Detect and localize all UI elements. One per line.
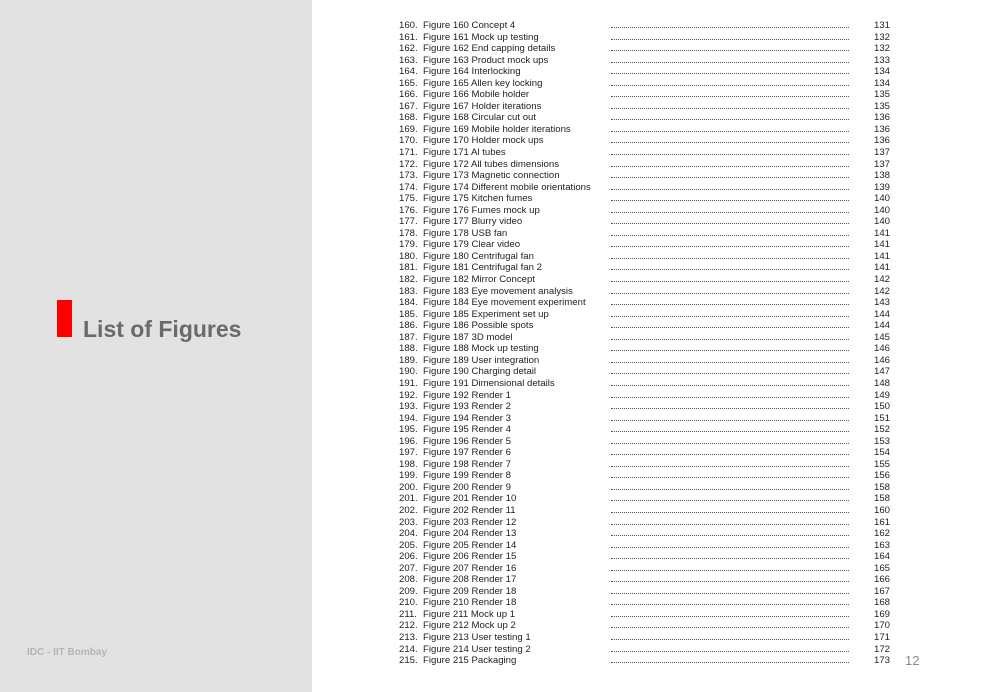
figure-list-item-label: Figure 206 Render 15 [423,551,517,563]
figure-list-item[interactable] [0,78,1000,90]
figure-list-item-number: 166. [399,89,418,101]
figure-list-item-page: 151 [873,412,890,424]
figure-list-item[interactable] [0,355,1000,367]
figure-list-item-label: Figure 209 Render 18 [423,585,517,597]
figure-list-item-page: 132 [873,31,890,43]
figure-list-item[interactable] [0,216,1000,228]
figure-list-item-page: 136 [873,112,890,124]
figure-list-item-number: 178. [399,227,418,239]
figure-list-item-label: Figure 196 Render 5 [423,435,511,447]
figure-list-item-label: Figure 186 Possible spots [423,320,534,332]
figure-list-item-label: Figure 202 Render 11 [423,504,516,516]
figure-list-item-page: 142 [873,274,890,286]
figure-list-item[interactable] [0,20,1000,32]
figure-list-item[interactable] [0,147,1000,159]
figure-list-item-label: Figure 215 Packaging [423,655,517,667]
figure-list-item-number: 161. [399,31,418,43]
figure-list-item-label: Figure 161 Mock up testing [423,31,539,43]
figure-list-item-page: 165 [873,562,890,574]
figure-list-item-label: Figure 184 Eye movement experiment [423,297,586,309]
dot-leader [611,142,849,143]
figure-list-item[interactable] [0,297,1000,309]
figure-list-item-label: Figure 210 Render 18 [423,597,517,609]
dot-leader [611,269,849,270]
figure-list-item-label: Figure 187 3D model [423,331,513,343]
figure-list-item-label: Figure 205 Render 14 [423,539,517,551]
dot-leader [611,339,849,340]
figure-list-item[interactable] [0,366,1000,378]
figure-list-item-number: 192. [399,389,418,401]
figure-list-item-page: 169 [873,608,890,620]
figure-list-item[interactable] [0,609,1000,621]
figure-list-item-page: 141 [873,262,890,274]
figure-list-item-page: 160 [873,504,890,516]
figure-list-item[interactable] [0,459,1000,471]
figure-list-item[interactable] [0,517,1000,529]
figure-list-item-number: 194. [399,412,418,424]
figure-list-item[interactable] [0,66,1000,78]
figure-list-item-number: 160. [399,20,418,31]
dot-leader [611,454,849,455]
figure-list-item-page: 154 [873,447,890,459]
figure-list-item-number: 172. [399,158,418,170]
figure-list-item-page: 135 [873,89,890,101]
dot-leader [611,651,849,652]
figure-list-item-number: 206. [399,551,418,563]
figure-list-item-number: 213. [399,631,418,643]
figure-list-item-page: 141 [873,250,890,262]
figure-list-item[interactable] [0,159,1000,171]
dot-leader [611,408,849,409]
figure-list-item-number: 171. [399,147,418,159]
figure-list-item-label: Figure 212 Mock up 2 [423,620,516,632]
figure-list-item-number: 187. [399,331,418,343]
figure-list-item-label: Figure 179 Clear video [423,239,521,251]
figure-list-item-number: 199. [399,470,418,482]
figure-list-item[interactable] [0,332,1000,344]
figure-list-item-number: 201. [399,493,418,505]
figure-list-item-page: 146 [873,343,890,355]
dot-leader [611,177,849,178]
figure-list-item[interactable] [0,632,1000,644]
figure-list-item-number: 183. [399,285,418,297]
figure-list-item[interactable] [0,401,1000,413]
figure-list-item-label: Figure 211 Mock up 1 [423,608,516,620]
figure-list-item-number: 188. [399,343,418,355]
figure-list-item-label: Figure 163 Product mock ups [423,54,549,66]
dot-leader [611,385,849,386]
dot-leader [611,39,849,40]
dot-leader [611,96,849,97]
figure-list-item-number: 200. [399,481,418,493]
dot-leader [611,62,849,63]
figure-list-item-label: Figure 178 USB fan [423,227,508,239]
dot-leader [611,281,849,282]
figure-list-item[interactable] [0,320,1000,332]
figure-list-item[interactable] [0,124,1000,136]
figure-list-item-number: 167. [399,100,418,112]
dot-leader [611,246,849,247]
figure-list-item-page: 147 [873,366,890,378]
figure-list-item-label: Figure 190 Charging detail [423,366,537,378]
figure-list-item-label: Figure 167 Holder iterations [423,100,542,112]
figure-list-item-label: Figure 180 Centrifugal fan [423,250,534,262]
dot-leader [611,166,849,167]
figure-list-item-page: 141 [873,227,890,239]
figure-list-item-page: 131 [873,20,890,31]
figure-list-item-number: 212. [399,620,418,632]
figure-list-item[interactable] [0,597,1000,609]
figure-list-item[interactable] [0,182,1000,194]
figure-list-item-number: 205. [399,539,418,551]
figure-list-item[interactable] [0,390,1000,402]
figure-list-item-number: 202. [399,504,418,516]
dot-leader [611,524,849,525]
figure-list-item-page: 167 [873,585,890,597]
figure-list-item-number: 197. [399,447,418,459]
page-title: List of Figures [83,316,242,342]
figure-list-item[interactable] [0,251,1000,263]
figure-list-item-label: Figure 200 Render 9 [423,481,511,493]
figure-list-item-label: Figure 171 Al tubes [423,147,506,159]
figure-list-item-label: Figure 188 Mock up testing [423,343,539,355]
figure-list-item-page: 138 [873,170,890,182]
dot-leader [611,362,849,363]
figure-list-item-number: 186. [399,320,418,332]
figure-list-item-page: 173 [873,655,890,667]
figure-list-item-label: Figure 181 Centrifugal fan 2 [423,262,542,274]
dot-leader [611,466,849,467]
dot-leader [611,304,849,305]
figure-list-item-label: Figure 204 Render 13 [423,528,517,540]
dot-leader [611,397,849,398]
figure-list-item-label: Figure 201 Render 10 [423,493,517,505]
figure-list-item-page: 155 [873,458,890,470]
figure-list-item-page: 158 [873,481,890,493]
dot-leader [611,212,849,213]
figure-list-item-number: 204. [399,528,418,540]
dot-leader [611,119,849,120]
figure-list-item[interactable] [0,620,1000,632]
figure-list-item-number: 190. [399,366,418,378]
figure-list-item-label: Figure 213 User testing 1 [423,631,531,643]
dot-leader [611,570,849,571]
dot-leader [611,489,849,490]
dot-leader [611,85,849,86]
figure-list-item[interactable] [0,655,1000,667]
figure-list-item-number: 191. [399,377,418,389]
figure-list-item-page: 136 [873,135,890,147]
figure-list-item-page: 134 [873,66,890,78]
dot-leader [611,547,849,548]
figure-list-item-page: 142 [873,285,890,297]
figure-list-item-page: 135 [873,100,890,112]
figure-list-item[interactable] [0,586,1000,598]
dot-leader [611,535,849,536]
figure-list-item[interactable] [0,55,1000,67]
figure-list-item-label: Figure 203 Render 12 [423,516,517,528]
figure-list-item[interactable] [0,447,1000,459]
figure-list-item[interactable] [0,436,1000,448]
figure-list-item-number: 207. [399,562,418,574]
dot-leader [611,293,849,294]
figure-list-item[interactable] [0,574,1000,586]
figure-list-item-number: 209. [399,585,418,597]
page-number: 12 [905,653,920,668]
figure-list-item-page: 143 [873,297,890,309]
figure-list-item[interactable] [0,286,1000,298]
figure-list-item-label: Figure 170 Holder mock ups [423,135,544,147]
dot-leader [611,477,849,478]
dot-leader [611,235,849,236]
dot-leader [611,616,849,617]
dot-leader [611,223,849,224]
figure-list-item-page: 148 [873,377,890,389]
figure-list-item-number: 210. [399,597,418,609]
figure-list-item[interactable] [0,43,1000,55]
figure-list-item-label: Figure 162 End capping details [423,43,556,55]
figure-list-item[interactable] [0,378,1000,390]
figure-list-item-page: 150 [873,401,890,413]
dot-leader [611,604,849,605]
figure-list-item[interactable] [0,239,1000,251]
dot-leader [611,27,849,28]
figure-list-item-label: Figure 164 Interlocking [423,66,521,78]
dot-leader [611,327,849,328]
figure-list-item-number: 193. [399,401,418,413]
figure-list-item[interactable] [0,170,1000,182]
figure-list-item[interactable] [0,413,1000,425]
figure-list-item-number: 179. [399,239,418,251]
figure-list-item-number: 211. [399,608,417,620]
figure-list-item-number: 169. [399,123,418,135]
figure-list-item-page: 137 [873,158,890,170]
dot-leader [611,627,849,628]
figure-list-item-number: 180. [399,250,418,262]
figure-list-item-label: Figure 165 Allen key locking [423,77,543,89]
figure-list-item-number: 215. [399,655,418,667]
figure-list-item-page: 168 [873,597,890,609]
figure-list-item-page: 158 [873,493,890,505]
figure-list-item[interactable] [0,540,1000,552]
dot-leader [611,639,849,640]
dot-leader [611,189,849,190]
figure-list-item-page: 170 [873,620,890,632]
figure-list-item-number: 177. [399,216,418,228]
figure-list-item-label: Figure 192 Render 1 [423,389,511,401]
figure-list-item-label: Figure 183 Eye movement analysis [423,285,573,297]
figure-list-item-page: 144 [873,308,890,320]
dot-leader [611,500,849,501]
dot-leader [611,373,849,374]
figure-list-item-page: 140 [873,204,890,216]
figure-list-item[interactable] [0,470,1000,482]
dot-leader [611,73,849,74]
figure-list-item[interactable] [0,644,1000,656]
figure-list-item-page: 133 [873,54,890,66]
figure-list-item-label: Figure 185 Experiment set up [423,308,549,320]
figure-list-item-page: 141 [873,239,890,251]
dot-leader [611,50,849,51]
figure-list-item[interactable] [0,343,1000,355]
figure-list-item[interactable] [0,493,1000,505]
figure-list-item-label: Figure 160 Concept 4 [423,20,516,31]
figure-list-item-page: 140 [873,193,890,205]
figure-list-item-number: 168. [399,112,418,124]
figure-list-item[interactable] [0,563,1000,575]
figure-list-item[interactable] [0,193,1000,205]
dot-leader [611,431,849,432]
figure-list-item[interactable] [0,205,1000,217]
figure-list-item-number: 195. [399,424,418,436]
dot-leader [611,443,849,444]
figure-list-item-page: 149 [873,389,890,401]
figure-list-item-label: Figure 193 Render 2 [423,401,511,413]
figure-list-item-label: Figure 168 Circular cut out [423,112,537,124]
dot-leader [611,200,849,201]
figure-list-item-label: Figure 207 Render 16 [423,562,517,574]
figure-list-item-page: 162 [873,528,890,540]
figure-list-item-number: 163. [399,54,418,66]
figure-list-item-label: Figure 169 Mobile holder iterations [423,123,571,135]
figure-list-item-label: Figure 166 Mobile holder [423,89,530,101]
figure-list-item-page: 144 [873,320,890,332]
figure-list-item[interactable] [0,551,1000,563]
dot-leader [611,593,849,594]
figure-list-item[interactable] [0,112,1000,124]
figure-list-item[interactable] [0,309,1000,321]
figure-list-item-label: Figure 174 Different mobile orientations [423,181,591,193]
figure-list-item[interactable] [0,135,1000,147]
figure-list-item[interactable] [0,228,1000,240]
dot-leader [611,558,849,559]
figure-list-item-number: 173. [399,170,418,182]
figure-list-item[interactable] [0,505,1000,517]
figure-list-item-page: 146 [873,354,890,366]
dot-leader [611,131,849,132]
figure-list-item[interactable] [0,482,1000,494]
figure-list-item[interactable] [0,424,1000,436]
figure-list-item-page: 152 [873,424,890,436]
figure-list-item-page: 134 [873,77,890,89]
figure-list-item-page: 137 [873,147,890,159]
figure-list-item-page: 161 [873,516,890,528]
figure-list-item-number: 162. [399,43,418,55]
figure-list-item-page: 163 [873,539,890,551]
figure-list-item-number: 182. [399,274,418,286]
figure-list-item-label: Figure 172 All tubes dimensions [423,158,559,170]
dot-leader [611,420,849,421]
figure-list-item-number: 181. [399,262,418,274]
figure-list-item-page: 145 [873,331,890,343]
figure-list-item-label: Figure 175 Kitchen fumes [423,193,533,205]
dot-leader [611,108,849,109]
figure-list-item-label: Figure 194 Render 3 [423,412,511,424]
figure-list-item-label: Figure 182 Mirror Concept [423,274,535,286]
figure-list-item[interactable] [0,32,1000,44]
figure-list-item-page: 171 [873,631,890,643]
figure-list-item-label: Figure 199 Render 8 [423,470,511,482]
figure-list-item-number: 164. [399,66,418,78]
figure-list-item-number: 165. [399,77,418,89]
figure-list-item[interactable] [0,528,1000,540]
dot-leader [611,662,849,663]
dot-leader [611,316,849,317]
figure-list-item-page: 164 [873,551,890,563]
figure-list-item-label: Figure 208 Render 17 [423,574,517,586]
figure-list-item-page: 136 [873,123,890,135]
figure-list-item-page: 156 [873,470,890,482]
figure-list-item-number: 185. [399,308,418,320]
dot-leader [611,512,849,513]
figure-list-item[interactable] [0,101,1000,113]
figure-list-item-label: Figure 191 Dimensional details [423,377,555,389]
figure-list-item-page: 172 [873,643,890,655]
figure-list-item[interactable] [0,274,1000,286]
figure-list-item-page: 139 [873,181,890,193]
figure-list-item-number: 214. [399,643,418,655]
figure-list-item-number: 175. [399,193,418,205]
figure-list-item-label: Figure 195 Render 4 [423,424,511,436]
figure-list-item-label: Figure 177 Blurry video [423,216,523,228]
figure-list-item-label: Figure 173 Magnetic connection [423,170,560,182]
figure-list-item-page: 140 [873,216,890,228]
figure-list-item-label: Figure 197 Render 6 [423,447,511,459]
figure-list-item-number: 176. [399,204,418,216]
dot-leader [611,581,849,582]
figure-list-item-number: 198. [399,458,418,470]
figure-list-item-label: Figure 189 User integration [423,354,540,366]
figure-list-item-label: Figure 198 Render 7 [423,458,511,470]
figure-list-item-number: 196. [399,435,418,447]
figure-list-item[interactable] [0,89,1000,101]
figure-list-item-number: 189. [399,354,418,366]
figure-list-item-number: 184. [399,297,418,309]
dot-leader [611,154,849,155]
footer-organization: IDC - IIT Bombay [27,647,108,658]
figure-list-item-label: Figure 176 Fumes mock up [423,204,540,216]
figure-list-item[interactable] [0,262,1000,274]
figure-list-item-number: 170. [399,135,418,147]
figure-list-item-label: Figure 214 User testing 2 [423,643,531,655]
figure-list-item-number: 174. [399,181,418,193]
figure-list-item-page: 132 [873,43,890,55]
figure-list-item-number: 203. [399,516,418,528]
figure-list-item-page: 166 [873,574,890,586]
figure-list-item-number: 208. [399,574,418,586]
figure-list-item-page: 153 [873,435,890,447]
figure-list [0,20,1000,667]
dot-leader [611,350,849,351]
dot-leader [611,258,849,259]
